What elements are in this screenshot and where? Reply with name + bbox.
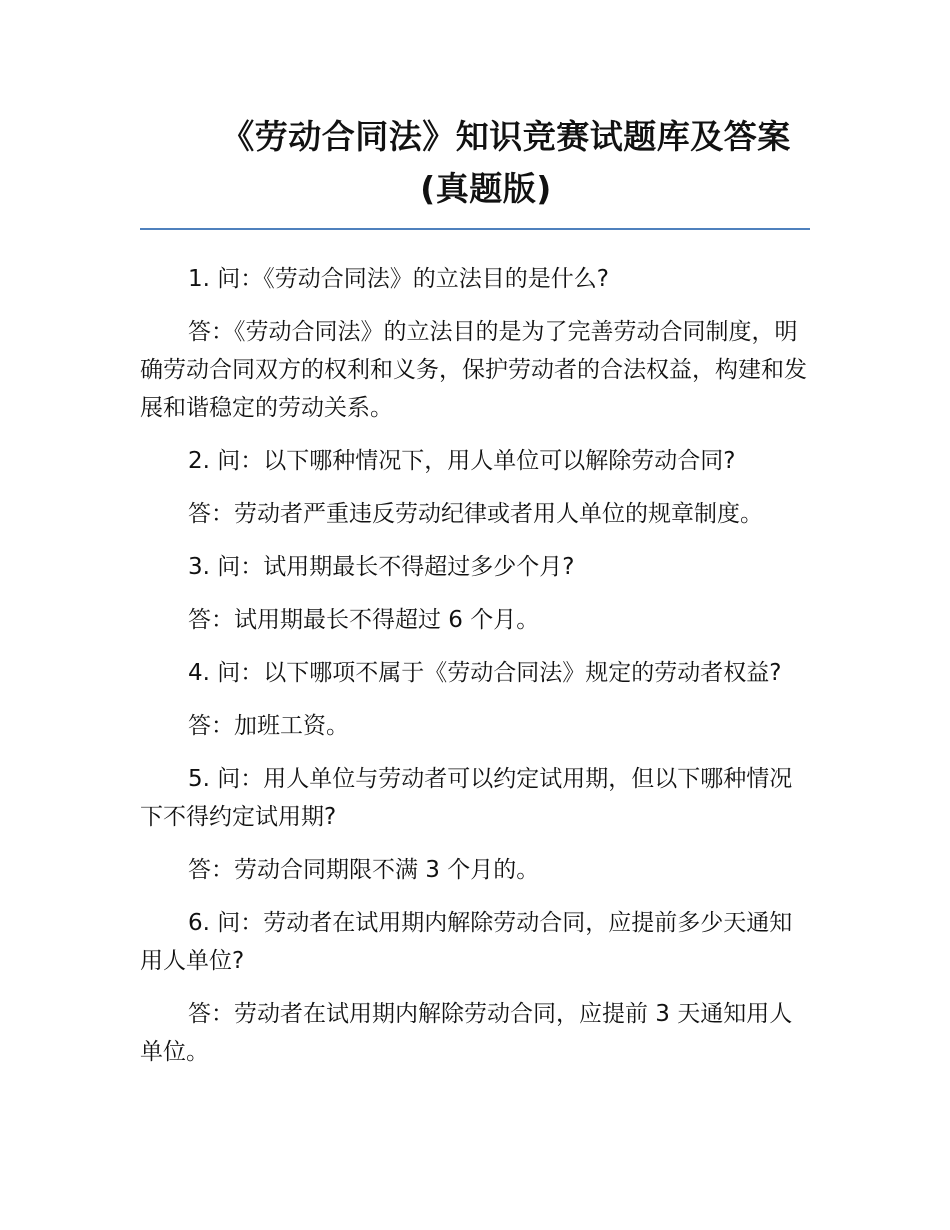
answer-1: 答：《劳动合同法》的立法目的是为了完善劳动合同制度，明确劳动合同双方的权利和义务，保护劳动者的合法权益，构建和发展和谐稳定的劳动关系。 <box>140 319 807 421</box>
question-6: 6. 问：劳动者在试用期内解除劳动合同，应提前多少天通知用人单位? <box>140 910 793 974</box>
answer-3: 答：试用期最长不得超过 6 个月。 <box>188 607 540 633</box>
title-line-1: 《劳动合同法》知识竞赛试题库及答案 <box>221 117 791 156</box>
document-title <box>140 112 812 214</box>
answer-5: 答：劳动合同期限不满 3 个月的。 <box>188 857 540 883</box>
question-4: 4. 问：以下哪项不属于《劳动合同法》规定的劳动者权益? <box>188 660 782 686</box>
question-2: 2. 问：以下哪种情况下，用人单位可以解除劳动合同? <box>188 448 736 474</box>
title-line-2: (真题版) <box>420 169 552 208</box>
document-page <box>140 0 812 1086</box>
qa-list <box>140 260 812 1071</box>
question-5: 5. 问：用人单位与劳动者可以约定试用期，但以下哪种情况下不得约定试用期? <box>140 766 793 830</box>
title-divider <box>140 228 810 230</box>
answer-6: 答：劳动者在试用期内解除劳动合同，应提前 3 天通知用人单位。 <box>140 1001 793 1065</box>
answer-4: 答：加班工资。 <box>188 713 349 739</box>
answer-2: 答：劳动者严重违反劳动纪律或者用人单位的规章制度。 <box>188 501 763 527</box>
question-3: 3. 问：试用期最长不得超过多少个月? <box>188 554 575 580</box>
question-1: 1. 问：《劳动合同法》的立法目的是什么? <box>188 266 609 292</box>
